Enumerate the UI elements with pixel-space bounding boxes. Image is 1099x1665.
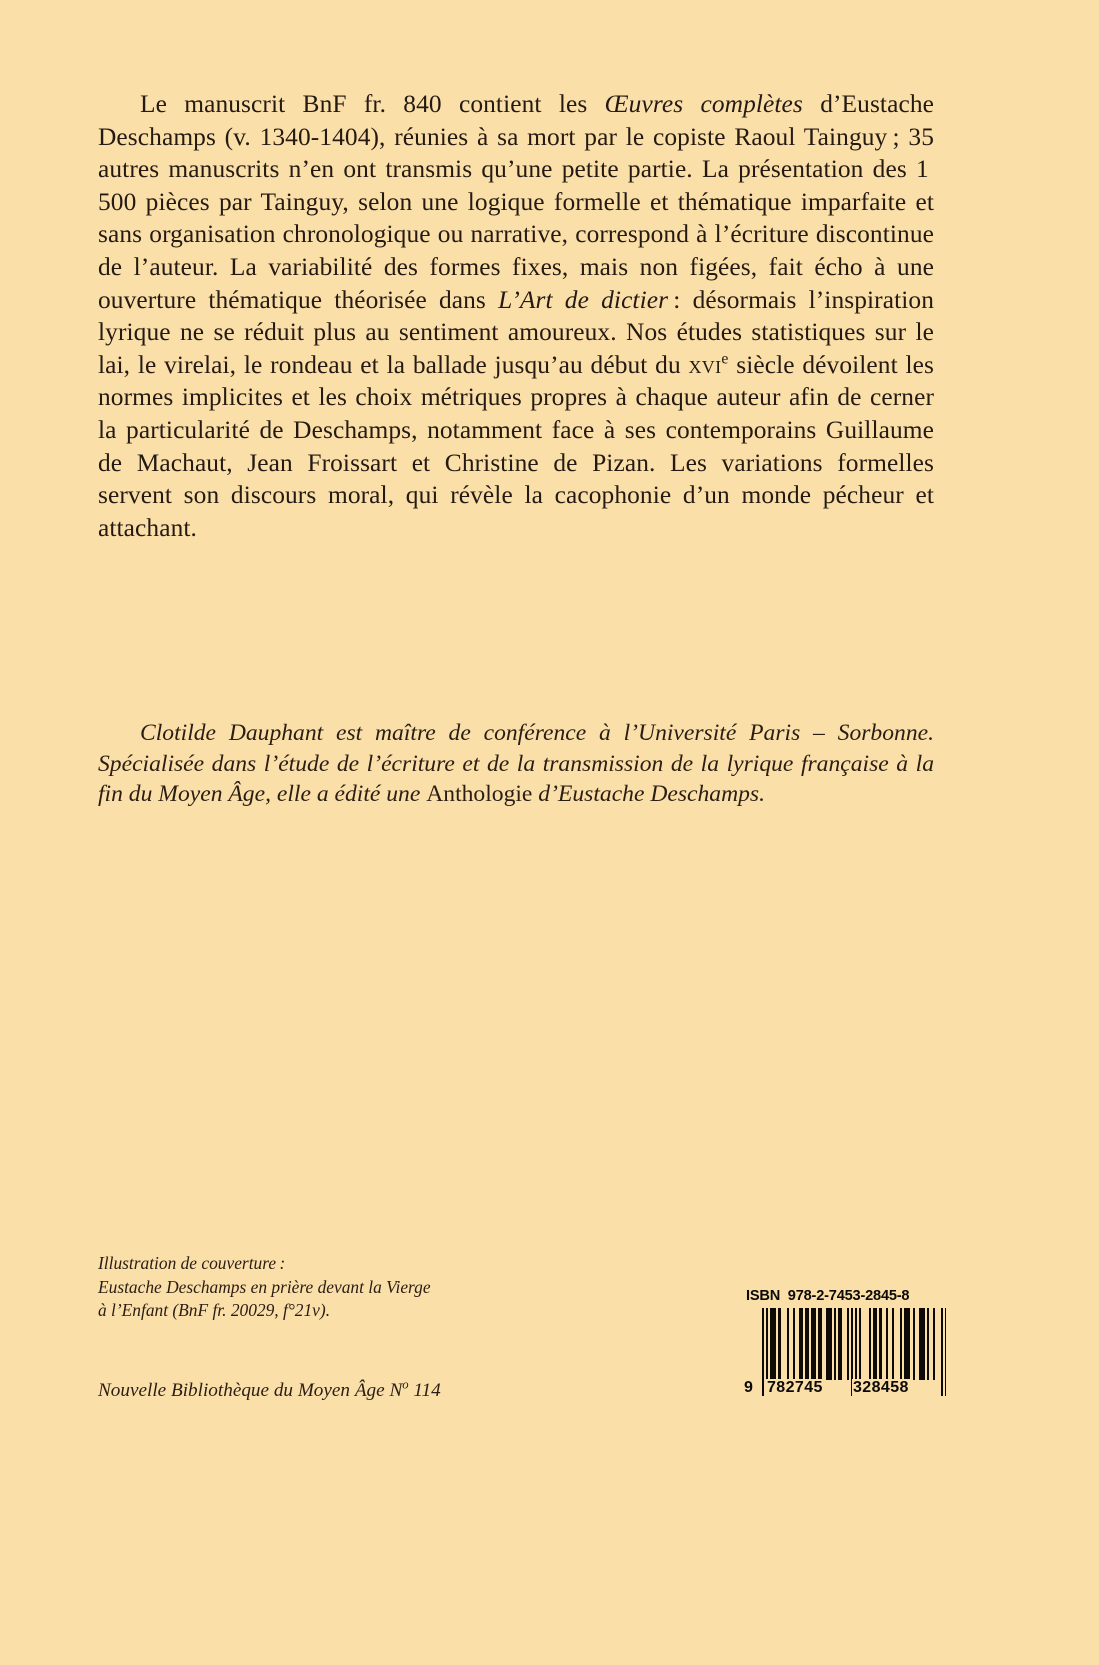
isbn-value: 978-2-7453-2845-8 (787, 1288, 910, 1304)
blurb-century-smallcaps: xvi (688, 350, 722, 379)
blurb-text-part-2: d’Eustache Deschamps (v. 1340-1404), réunies à sa mort par le copiste Raoul Tainguy ; 35 autres manuscrits n’en ont transmis qu’une petite partie. La présentation des 1 500 pièces par Tainguy, selon une logique formelle et thématique imparfaite et sans organisation chronologique ou narrative, correspond à l’écriture discontinue de l’auteur. La variabilité des formes fixes, mais non figées, fait écho à une ouverture thématique théorisée dans (98, 90, 934, 314)
barcode-lead-digit: 9 (744, 1379, 754, 1396)
series-number: 114 (408, 1380, 441, 1401)
series-name: Nouvelle Bibliothèque du Moyen Âge N (98, 1380, 403, 1401)
credit-line-2: Eustache Deschamps en prière devant la Vierge (98, 1276, 431, 1297)
series-name-and-number (98, 1377, 441, 1402)
bio-text-part-2: d’Eustache Deschamps. (532, 781, 766, 808)
series-number-ordinal: o (402, 1377, 409, 1392)
bio-roman-anthologie: Anthologie (426, 781, 533, 808)
credit-line-1: Illustration de couverture : (98, 1253, 286, 1273)
blurb-text-part-4: siècle dévoilent les normes implicites et les choix métriques propres à chaque auteur afin de cerner la particularité de Deschamps, notamment face à ses contemporains Guillaume de Machaut, Jean Froissart et Christine de Pizan. Les variations formelles servent son discours moral, qui révèle la cacophonie d’un monde pécheur et attachant. (98, 350, 934, 542)
blurb-text-part-1: Le manuscrit BnF fr. 840 contient les (140, 90, 605, 118)
blurb-century-ordinal-superscript: e (721, 350, 729, 368)
isbn-barcode-block (744, 1286, 951, 1396)
barcode-gap (861, 1308, 869, 1380)
author-biography-paragraph (98, 718, 934, 810)
isbn-label: ISBN (746, 1288, 781, 1304)
barcode-left-group: 782745 (767, 1379, 823, 1396)
blurb-italic-art-de-dictier: L’Art de dictier (498, 285, 669, 314)
blurb-text-part-3: : désormais l’inspiration lyrique ne se réduit plus au sentiment amoureux. Nos études statistiques sur le lai, le virelai, le rondeau et la ballade jusqu’au début du (98, 285, 934, 379)
credit-line-3: à l’Enfant (BnF fr. 20029, f°21v). (98, 1300, 331, 1321)
barcode-quiet-zone (744, 1308, 762, 1309)
bio-text-part-1: Clotilde Dauphant est maître de conférence à l’Université Paris – Sorbonne. Spécialisée dans l’étude de l’écriture et de la transmission de la lyrique française à la fin du Moyen Âge, elle a édité une (98, 720, 934, 808)
ean13-barcode (744, 1308, 951, 1396)
blurb-italic-oeuvres-completes: Œuvres complètes (604, 90, 803, 118)
barcode-digits (744, 1378, 951, 1396)
isbn-text-line (744, 1286, 951, 1308)
cover-illustration-credit (98, 1252, 658, 1323)
book-description-paragraph (98, 88, 934, 544)
barcode-right-group: 328458 (853, 1379, 909, 1396)
